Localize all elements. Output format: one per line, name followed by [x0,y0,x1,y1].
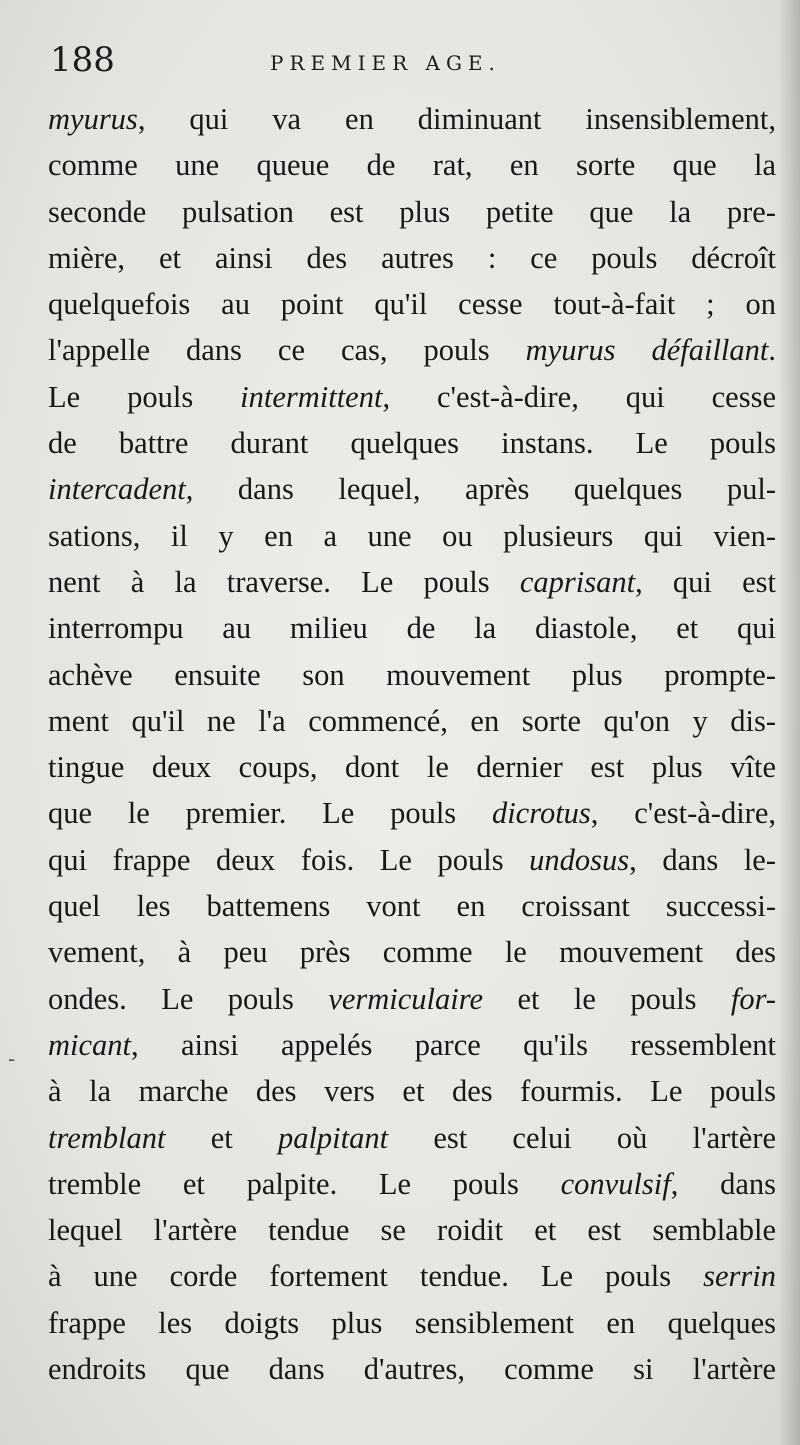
running-head: PREMIER AGE. [270,51,501,75]
italic-term: serrin [703,1259,776,1294]
text-line: de battre durant quelques instans. Le pouls [48,426,776,461]
text-line: que le premier. Le pouls dicrotus, c'est-à-dire, [48,796,776,831]
italic-term: défaillant [651,333,769,368]
italic-term: undosus [529,842,630,877]
text-line: nent à la traverse. Le pouls caprisant, qui est [48,564,776,599]
italic-term: convulsif [560,1166,671,1201]
text-line: endroits que dans d'autres, comme si l'artère [48,1352,776,1387]
italic-term: myurus [48,102,138,136]
text-line: achève ensuite son mouvement plus prompte- [48,657,776,692]
italic-term: dicrotus [491,796,591,831]
text-line: myurus, qui va en diminuant insensiblement, [48,102,776,136]
text-line: ondes. Le pouls vermiculaire et le pouls for- [48,981,776,1016]
text-line: tremble et palpite. Le pouls convulsif, dans [48,1166,776,1201]
text-line: qui frappe deux fois. Le pouls undosus, dans le- [48,842,776,877]
page-edge-shadow [778,0,800,1445]
text-line: tingue deux coups, dont le dernier est plus vîte [48,750,776,785]
text-line: quelquefois au point qu'il cesse tout-à-fait ; on [48,287,776,322]
text-line: lequel l'artère tendue se roidit et est semblable [48,1213,776,1248]
text-line: l'appelle dans ce cas, pouls myurus défaillant. [48,333,776,368]
text-line: frappe les doigts plus sensiblement en quelques [48,1305,776,1340]
text-line: vement, à peu près comme le mouvement des [48,935,776,970]
text-line: seconde pulsation est plus petite que la pre- [48,194,776,229]
italic-term: intermittent [240,379,383,414]
page-header [50,38,750,88]
italic-term: intercadent [48,472,186,507]
italic-term: palpitant [277,1120,389,1155]
text-line: micant, ainsi appelés parce qu'ils ressemblent [48,1027,776,1062]
italic-term: myurus [525,333,616,368]
text-line: interrompu au milieu de la diastole, et qui [48,611,776,646]
text-line: ment qu'il ne l'a commencé, en sorte qu'on y dis- [48,703,776,738]
italic-term: micant [48,1027,132,1062]
text-line: tremblant et palpitant est celui où l'artère [48,1120,776,1155]
margin-mark: - [8,1047,16,1071]
text-line: sations, il y en a une ou plusieurs qui vien- [48,518,776,553]
italic-term: for- [730,981,776,1016]
text-line: mière, et ainsi des autres : ce pouls décroît [48,240,776,275]
text-line: Le pouls intermittent, c'est-à-dire, qui cesse [48,379,776,414]
italic-term: caprisant [519,564,636,599]
body-text [48,96,776,1392]
text-line: à la marche des vers et des fourmis. Le pouls [48,1074,776,1109]
text-line: intercadent, dans lequel, après quelques pul- [48,472,776,507]
text-line: comme une queue de rat, en sorte que la [48,148,776,183]
italic-term: vermiculaire [328,981,484,1016]
page-number: 188 [50,40,115,80]
text-line: quel les battemens vont en croissant successi- [48,889,776,924]
text-line: à une corde fortement tendue. Le pouls serrin [48,1259,776,1294]
italic-term: tremblant [48,1120,166,1155]
